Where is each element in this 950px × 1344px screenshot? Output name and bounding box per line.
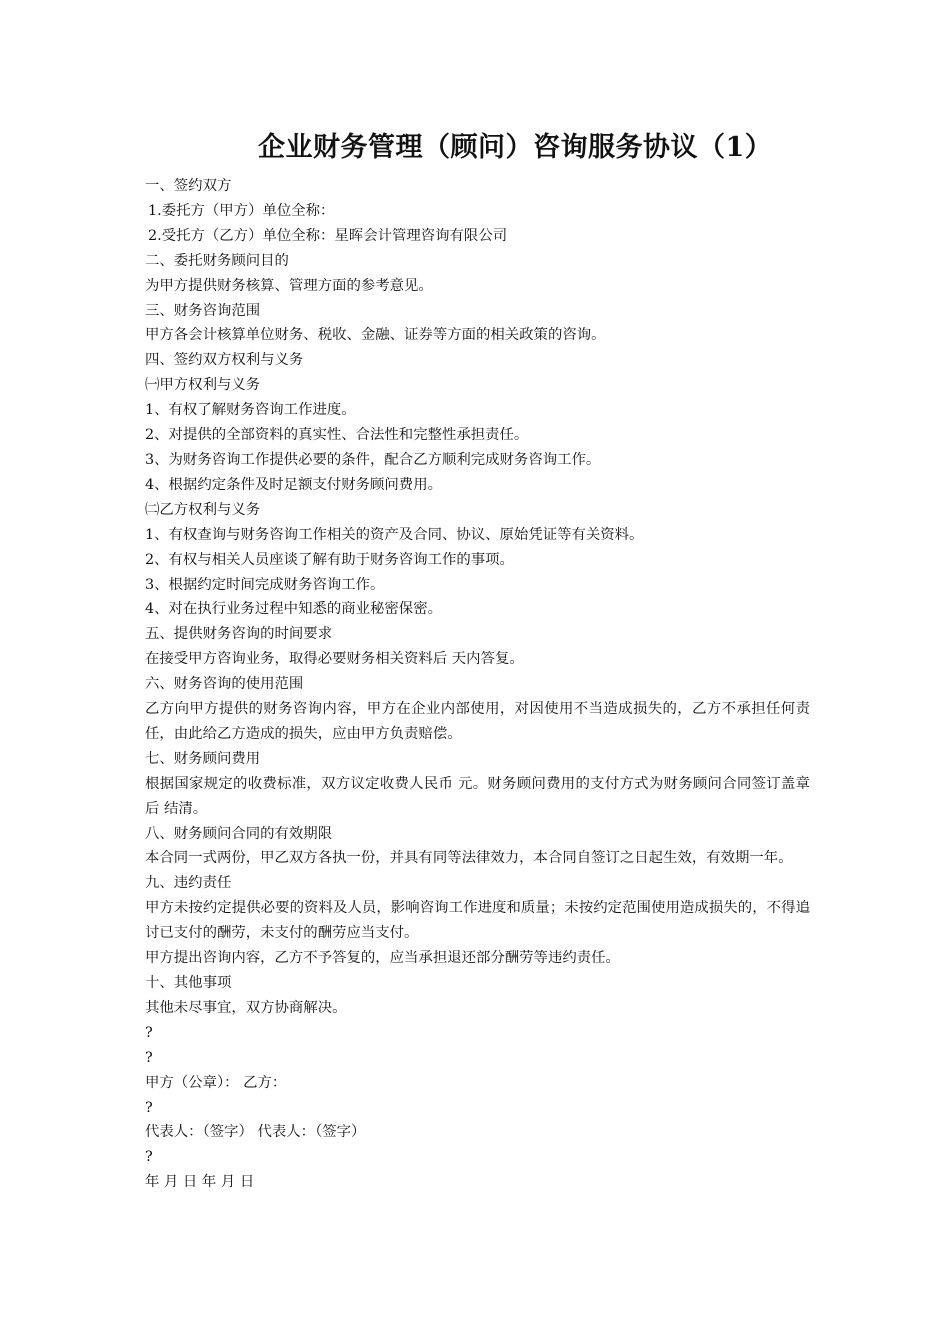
placeholder-mark: ? (145, 1099, 153, 1116)
section-heading: 一、签约双方 (145, 178, 232, 194)
paragraph: 乙方向甲方提供的财务咨询内容，甲方在企业内部使用，对因使用不当造成损失的，乙方不承担任何责任，由此给乙方造成的损失，应由甲方负责赔偿。 (145, 701, 810, 742)
paragraph: 甲方各会计核算单位财务、税收、金融、证券等方面的相关政策的咨询。 (145, 327, 606, 344)
paragraph: 甲方未按约定提供必要的资料及人员，影响咨询工作进度和质量；未按约定范围使用造成损失的，不得追讨已支付的酬劳，未支付的酬劳应当支付。 (145, 900, 810, 942)
section-heading: 九、违约责任 (145, 875, 232, 892)
list-item: 4、根据约定条件及时足额支付财务顾问费用。 (145, 476, 442, 493)
section-heading: 十、其他事项 (145, 975, 232, 991)
list-item: 2、有权与相关人员座谈了解有助于财务咨询工作的事项。 (145, 551, 514, 568)
paragraph: 甲方提出咨询内容，乙方不予答复的，应当承担退还部分酬劳等违约责任。 (145, 950, 620, 967)
list-item: 2.受托方（乙方）单位全称：星晖会计管理咨询有限公司 (148, 227, 508, 244)
subsection-heading: ㈠甲方权利与义务 (145, 377, 261, 394)
placeholder-mark: ? (145, 1049, 153, 1066)
section-heading: 三、财务咨询范围 (145, 302, 261, 319)
section-heading: 六、财务咨询的使用范围 (145, 676, 304, 693)
signature-representative-line: 代表人：（签字） 代表人：（签字） (145, 1124, 366, 1141)
subsection-heading: ㈡乙方权利与义务 (145, 501, 261, 518)
signature-party-line: 甲方（公章）： 乙方： (145, 1074, 287, 1091)
paragraph: 在接受甲方咨询业务，取得必要财务相关资料后 天内答复。 (145, 651, 524, 668)
placeholder-mark: ? (145, 1149, 153, 1166)
section-heading: 四、签约双方权利与义务 (145, 352, 304, 369)
paragraph: 其他未尽事宜，双方协商解决。 (145, 999, 347, 1016)
list-item: 1、有权了解财务咨询工作进度。 (145, 402, 356, 419)
placeholder-mark: ? (145, 1024, 153, 1041)
list-item: 3、为财务咨询工作提供必要的条件，配合乙方顺利完成财务咨询工作。 (145, 451, 601, 468)
list-item: 3、根据约定时间完成财务咨询工作。 (145, 576, 385, 593)
document-title: 企业财务管理（顾问）咨询服务协议（1） (258, 132, 773, 163)
section-heading: 八、财务顾问合同的有效期限 (145, 825, 333, 842)
paragraph: 本合同一式两份，甲乙双方各执一份，并具有同等法律效力，本合同自签订之日起生效，有效期一年。 (145, 850, 793, 867)
list-item: 2、对提供的全部资料的真实性、合法性和完整性承担责任。 (145, 427, 529, 444)
signature-date-line: 年 月 日 年 月 日 (145, 1174, 255, 1191)
document-body (145, 174, 810, 1195)
paragraph: 根据国家规定的收费标准，双方议定收费人民币 元。财务顾问费用的支付方式为财务顾问合同签订盖章后 结清。 (145, 775, 810, 817)
section-heading: 二、委托财务顾问目的 (145, 252, 289, 269)
list-item: 1.委托方（甲方）单位全称： (148, 202, 335, 219)
list-item: 1、有权查询与财务咨询工作相关的资产及合同、协议、原始凭证等有关资料。 (145, 526, 644, 543)
paragraph: 为甲方提供财务核算、管理方面的参考意见。 (145, 277, 433, 294)
section-heading: 七、财务顾问费用 (145, 750, 261, 767)
list-item: 4、对在执行业务过程中知悉的商业秘密保密。 (145, 601, 442, 618)
section-heading: 五、提供财务咨询的时间要求 (145, 626, 333, 643)
